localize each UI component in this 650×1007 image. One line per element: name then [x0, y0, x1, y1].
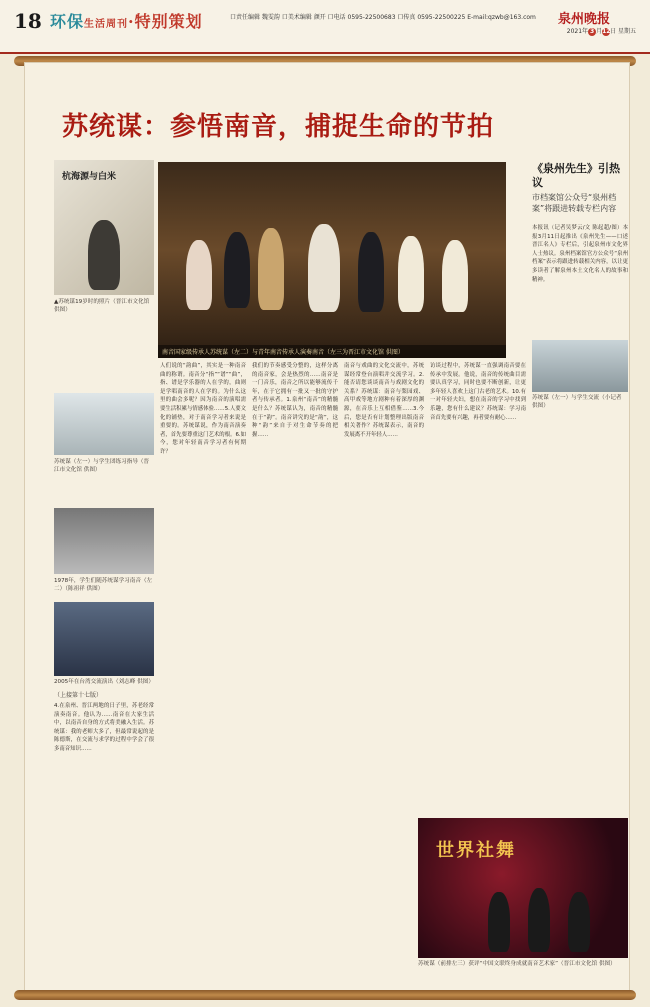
historic-caption: 1978年，学生们随苏统谋学习南音（左二）（陈祖祥 供图）: [54, 578, 153, 592]
date-year: 2021年: [566, 28, 589, 35]
date-weekday: 日 星期五: [610, 28, 636, 35]
section-brand: [50, 9, 203, 32]
brand-name: 环保: [50, 12, 85, 31]
body-column-2: 人们说的“韵曲”，其实是一种南音曲的称谓。南音分“指”“谱”“曲”，指、谱是学乐器的人在学的，曲则是学唱南音的人在学的。为什么这里的曲会多呢？因为南音的演唱需要生活积累与情感体验……5.人要文化的铺垫，对于南音学习者来说是重要的。苏统谋说，作为南音演奏者，首先要尊重这门艺术的根。6.如今，您对年轻南音学习者有何期许？: [160, 363, 246, 455]
body-column-4: 南音与戏曲的文化交流中，苏统谋经常登台演唱并交流学习。2.能否请您谈谈南音与戏剧文化的关系？苏统谋：南音与梨园戏、高甲戏等地方剧种有着深厚的渊源，在音乐上互相借鉴……3.今后，您是否有计划整理出版南音相关著作？苏统谋表示，南音的发展离不开年轻人……: [344, 363, 424, 438]
performer-figure: [442, 240, 468, 312]
stage-photo-caption: 南音国家级传承人苏统谋（左二）与青年南音传承人演奏南音（左三为晋江市文化馆 供图）: [158, 345, 506, 358]
body-column-3: 我们的节奏感受分整的，这样分离的南音家，会是热烈的……南音是一门音乐，南音之所以能够流传千年，在于它拥有一批又一批的守护者与传承者。1.泉州“南音”的精髓是什么？苏统谋认为，南音的精髓在于“韵”。南音讲究的是“韵”，这种“韵”来自于对生命节奏的把握……: [252, 363, 338, 438]
taiwan-performance-photo: [54, 602, 154, 676]
sidebar-heading: 《泉州先生》引热议: [532, 162, 620, 189]
opera-banner-title: 世界社舞: [436, 840, 516, 861]
calligraphy-photo: [54, 160, 154, 295]
award-ceremony-photo: [418, 818, 628, 958]
classroom-photo: [54, 393, 154, 455]
performer-figure: [358, 232, 384, 312]
performer-figure: [258, 228, 284, 310]
sidebar-body: 本报讯（记者吴梦云/文 陈起超/图）本报3月11日起推出《泉州先生——口述晋江名人》专栏后，引起泉州市文化界人士热议。泉州档案馆官方公众号“泉州档案”表示将跟进转载相关内容，以让更多读者了解泉州本土文化名人的故事和精神。: [532, 225, 628, 283]
meeting-caption: 苏统谋（左一）与学生交流（小记者 供图）: [532, 395, 622, 409]
issue-date: [567, 26, 636, 36]
section-name: ·特别策划: [128, 12, 203, 31]
page-number: 18: [14, 9, 42, 33]
brand-subtitle: 生活周刊: [84, 19, 129, 30]
calligraphy-text: 杭海源与白米: [62, 172, 117, 182]
taiwan-caption: 2005年在台湾交流演出（刘志峰 供图）: [54, 679, 154, 685]
date-day: 12: [602, 28, 611, 35]
calligraphy-caption: ▲苏统谋19岁时的照片（晋江市文化馆 供图）: [54, 299, 150, 313]
page-header: [0, 0, 650, 54]
meeting-photo: [532, 340, 628, 392]
award-caption: 苏统谋（前排左三）获评“中国文联终身成就南音艺术家”（晋江市文化馆 供图）: [418, 961, 616, 967]
sidebar-news: [532, 162, 628, 332]
performer-figure: [224, 232, 250, 308]
performer-figure: [398, 236, 424, 312]
stage-performance-photo: [158, 162, 506, 358]
date-month: 3: [589, 28, 595, 35]
master-figure: [308, 224, 340, 312]
body-column-5: 访谈过程中，苏统谋一直强调南音要在传承中发展。他说，南音的传统曲目需要认真学习，同时也要不断创新，让更多年轻人喜欢上这门古老的艺术。10.有一对年轻夫妇，想在南音的学习中找到乐趣，您有什么建议？苏统谋：学习南音首先要有兴趣，再者要有耐心……: [430, 363, 526, 421]
date-mid: 月: [596, 28, 603, 35]
article-title: 苏统谋：参悟南音，捕捉生命的节拍: [62, 112, 495, 142]
body-column-1: 4.在泉州、晋江两地的日子里，苏老经常演奏南音。他认为……南音在大家生活中，以南音自身的方式将美融入生活。苏统谋：我的老师大多了，但最常说起的是陈德斯，在交流与求学的过程中学会了很多南音知识……: [54, 703, 154, 752]
awardee-figure: [488, 892, 510, 952]
classroom-caption: 苏统谋（左一）与学生团练习指导（晋江市文化馆 供图）: [54, 459, 150, 473]
historic-photo-1978: [54, 508, 154, 574]
portrait-figure: [88, 220, 120, 290]
continued-note: （上接第十七版）: [54, 692, 103, 699]
editor-contacts: 口责任编辑 魏雯韵 口美术编辑 颜开 口电话 0595-22500683 口传真 0595-22500225 E-mail:qzwb@163.com: [230, 14, 536, 21]
scroll-rod-bottom: [14, 990, 636, 1000]
awardee-figure: [528, 888, 550, 952]
sidebar-subheading: 市档案馆公众号“泉州档案”将跟进转载专栏内容: [532, 193, 617, 213]
performer-figure: [186, 240, 212, 310]
awardee-figure: [568, 892, 590, 952]
newspaper-logo: 泉州晚报: [557, 12, 610, 27]
